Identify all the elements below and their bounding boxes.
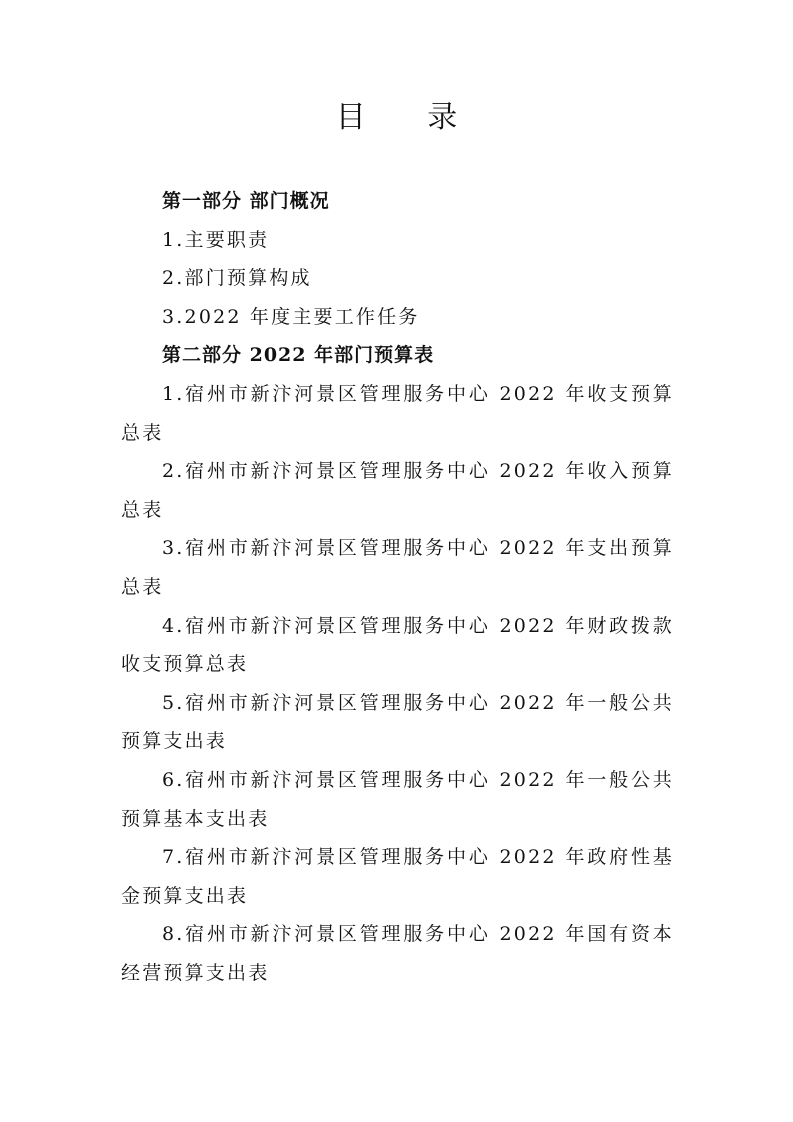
toc-entry: 2.宿州市新汴河景区管理服务中心 2022 年收入预算总表: [121, 460, 674, 521]
toc-entry: 7.宿州市新汴河景区管理服务中心 2022 年政府性基金预算支出表: [121, 846, 674, 907]
page-title: 目 录: [335, 100, 484, 135]
part-one-heading: 第一部分 部门概况: [162, 190, 330, 212]
toc-entry: 5.宿州市新汴河景区管理服务中心 2022 年一般公共预算支出表: [121, 691, 674, 753]
toc-item: 2.部门预算构成: [162, 267, 312, 290]
toc-item: 3.2022 年度主要工作任务: [162, 305, 420, 328]
part-two-heading: 第二部分 2022 年部门预算表: [162, 344, 435, 367]
toc-entry: 6.宿州市新汴河景区管理服务中心 2022 年一般公共预算基本支出表: [121, 768, 674, 830]
toc-item: 1.主要职责: [162, 228, 270, 251]
table-of-contents: [121, 182, 674, 992]
toc-entry: 1.宿州市新汴河景区管理服务中心 2022 年收支预算总表: [121, 382, 674, 444]
toc-entry: 3.宿州市新汴河景区管理服务中心 2022 年支出预算总表: [121, 537, 674, 598]
toc-entry: 4.宿州市新汴河景区管理服务中心 2022 年财政拨款收支预算总表: [121, 614, 674, 676]
toc-entry: 8.宿州市新汴河景区管理服务中心 2022 年国有资本经营预算支出表: [121, 923, 674, 984]
